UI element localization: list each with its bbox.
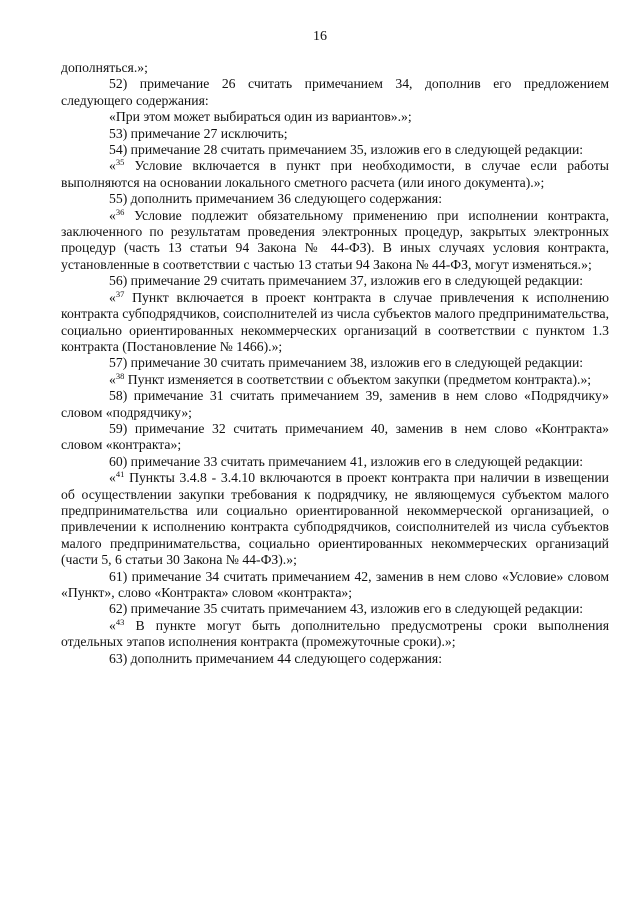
amendment-paragraph [61,158,609,191]
amendment-paragraph [61,126,609,142]
paragraph-text: 53) примечание 27 исключить; [109,125,288,141]
amendment-paragraph [61,470,609,568]
paragraph-text: Условие подлежит обязательному применению при исполнении контракта, заключенного по результатам проведения электронных процедур, закрытых электронных процедур (часть 13 статьи 94 Закона № 44-ФЗ). В иных случаях условия контракта, установленные в соответствии с частью 13 статьи 94 Закона № 44-ФЗ, могут изменяться.»; [61,207,609,272]
amendment-paragraph [61,388,609,421]
paragraph-text: 56) примечание 29 считать примечанием 37, изложив его в следующей редакции: [109,273,584,289]
amendment-paragraph [61,76,609,109]
open-quote: « [109,470,116,486]
paragraph-text: дополняться.»; [61,60,148,75]
note-number-superscript: 41 [115,469,125,480]
paragraph-text: 54) примечание 28 считать примечанием 35, изложив его в следующей редакции: [109,142,584,158]
paragraph-text: 55) дополнить примечанием 36 следующего содержания: [109,191,443,207]
note-number-superscript: 36 [115,206,125,217]
amendment-paragraph [61,421,609,454]
paragraph-text: Условие включается в пункт при необходимости, в случае если работы выполняются на основании локального сметного расчета (или иного документа).»; [61,158,609,190]
paragraph-text: 52) примечание 26 считать примечанием 34, дополнив его предложением следующего содержания: [61,76,609,108]
note-number-superscript: 43 [115,616,125,627]
page-number: 16 [313,29,327,44]
amendment-paragraph [61,618,609,651]
amendment-paragraph [61,290,609,356]
paragraph-text: В пункте могут быть дополнительно предусмотрены сроки выполнения отдельных этапов исполнения контракта (промежуточные сроки).»; [61,617,609,650]
paragraph-text: Пункты 3.4.8 - 3.4.10 включаются в проект контракта при наличии в извещении об осуществлении закупки требования к подрядчику, не являющемуся субъектом малого предпринимательства или социально ориентированной некоммерческой организацией, о привлечении к исполнению контракта субподрядчиков, соисполнителей из числа субъектов малого предпринимательства, социально ориентированных некоммерческих организаций (части 5, 6 статьи 30 Закона № 44-ФЗ).»; [61,470,609,568]
amendment-paragraph [61,651,609,667]
paragraph-text: 59) примечание 32 считать примечанием 40, заменив в нем слово «Контракта» словом «контракта»; [61,420,609,453]
note-number-superscript: 35 [115,157,125,168]
amendment-paragraph [61,208,609,274]
paragraph-text: 60) примечание 33 считать примечанием 41, изложив его в следующей редакции: [109,453,584,469]
open-quote: « [109,617,116,633]
amendment-paragraph [61,454,609,470]
open-quote: « [109,158,116,174]
paragraph-text: 58) примечание 31 считать примечанием 39, заменив в нем слово «Подрядчику» словом «подрядчику»; [61,388,609,420]
paragraph-text: 61) примечание 34 считать примечанием 42, заменив в нем слово «Условие» словом «Пункт», слово «Контракта» словом «контракта»; [61,568,609,600]
open-quote: « [109,289,116,305]
paragraph-text: 62) примечание 35 считать примечанием 43, изложив его в следующей редакции: [109,601,584,617]
amendment-paragraph [61,372,609,388]
amendment-paragraph [61,569,609,602]
paragraph-text: Пункт включается в проект контракта в случае привлечения к исполнению контракта субподрядчиков, соисполнителей из числа субъектов малого предпринимательства, социально ориентированных некоммерческих организаций в соответствии с пунктом 1.3 контракта (Постановление № 1466).»; [61,289,609,354]
note-number-superscript: 38 [115,370,125,381]
amendment-paragraph [61,142,609,158]
amendment-paragraph [61,191,609,207]
amendment-paragraph [61,601,609,617]
amendment-paragraph [61,273,609,289]
note-number-superscript: 37 [115,288,125,299]
amendment-paragraph [61,109,609,125]
paragraph-text: «При этом может выбираться один из вариантов».»; [109,109,412,125]
paragraph-text: 63) дополнить примечанием 44 следующего содержания: [109,650,443,666]
document-body [61,60,609,667]
paragraph-text: Пункт изменяется в соответствии с объектом закупки (предметом контракта).»; [124,371,592,387]
open-quote: « [109,207,116,223]
amendment-paragraph [61,355,609,371]
amendment-paragraph [61,60,609,76]
open-quote: « [109,371,116,387]
paragraph-text: 57) примечание 30 считать примечанием 38, изложив его в следующей редакции: [109,355,584,371]
